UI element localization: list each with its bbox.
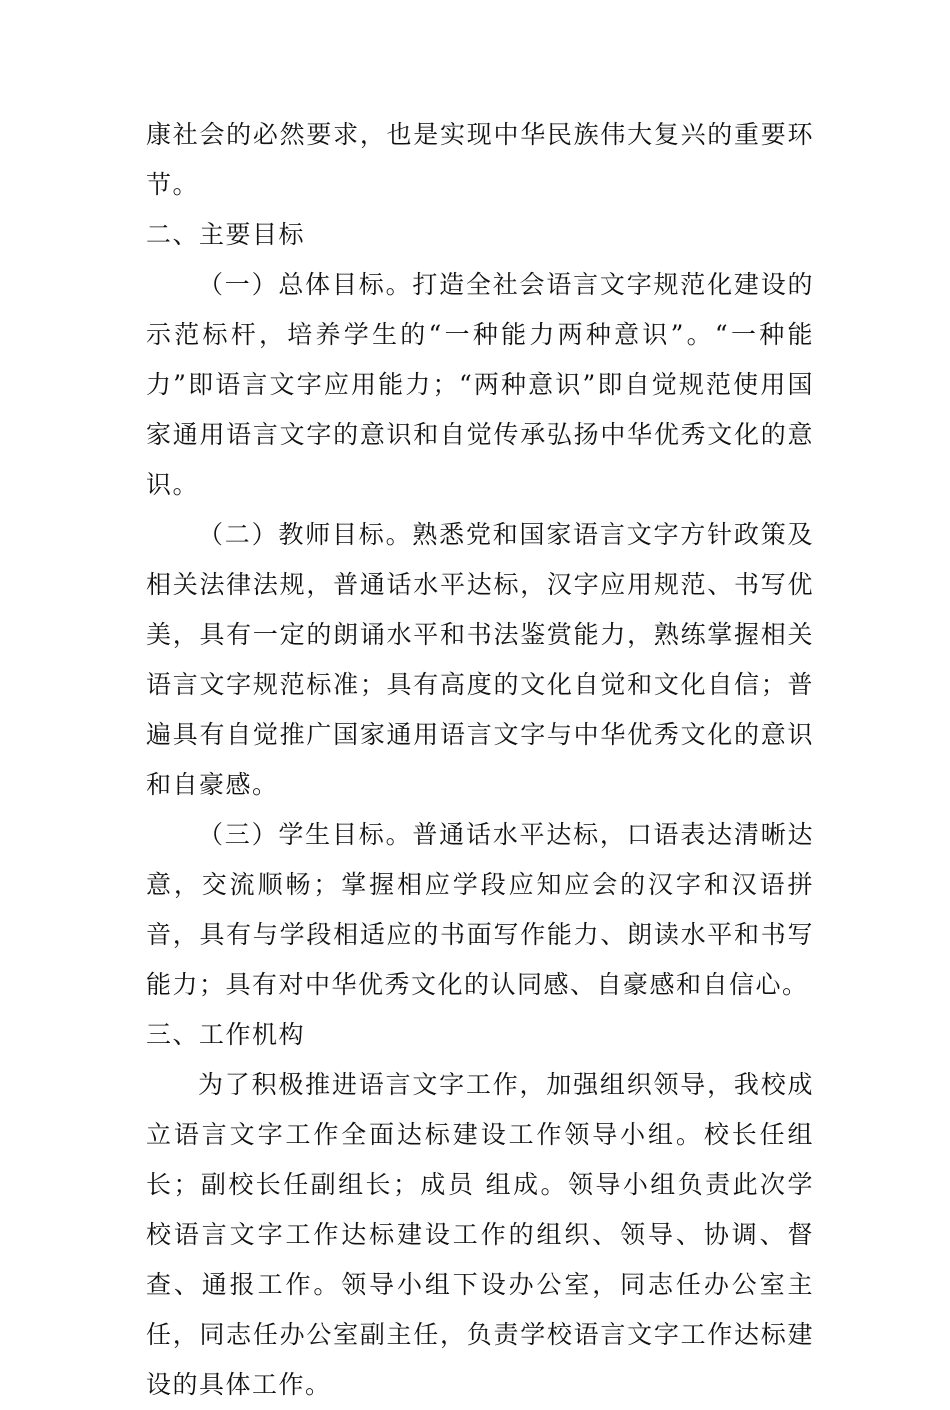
document-page (146, 110, 814, 1410)
paragraph-student-goal: （三）学生目标。普通话水平达标，口语表达清晰达意，交流顺畅；掌握相应学段应知应会的汉字和汉语拼音，具有与学段相适应的书面写作能力、朗读水平和书写能力；具有对中华优秀文化的认同感、自豪感和自信心。 (146, 820, 814, 999)
section-heading-work-organization: 三、工作机构 (146, 1020, 306, 1049)
paragraph-overall-goal: （一）总体目标。打造全社会语言文字规范化建设的示范标杆，培养学生的“一种能力两种意识”。“一种能力”即语言文字应用能力；“两种意识”即自觉规范使用国家通用语言文字的意识和自觉传承弘扬中华优秀文化的意识。 (146, 270, 814, 499)
section-heading-main-goals: 二、主要目标 (146, 220, 306, 249)
paragraph-continuation: 康社会的必然要求，也是实现中华民族伟大复兴的重要环节。 (146, 120, 814, 199)
paragraph-teacher-goal: （二）教师目标。熟悉党和国家语言文字方针政策及相关法律法规，普通话水平达标，汉字应用规范、书写优美，具有一定的朗诵水平和书法鉴赏能力，熟练掌握相关语言文字规范标准；具有高度的文化自觉和文化自信；普遍具有自觉推广国家通用语言文字与中华优秀文化的意识和自豪感。 (146, 520, 814, 799)
paragraph-organization: 为了积极推进语言文字工作，加强组织领导，我校成立语言文字工作全面达标建设工作领导小组。校长任组长；副校长任副组长；成员 组成。领导小组负责此次学校语言文字工作达标建设工作的组织、领导、协调、督查、通报工作。领导小组下设办公室，同志任办公室主任，同志任办公室副主任，负责学校语言文字工作达标建设的具体工作。 (146, 1070, 814, 1399)
